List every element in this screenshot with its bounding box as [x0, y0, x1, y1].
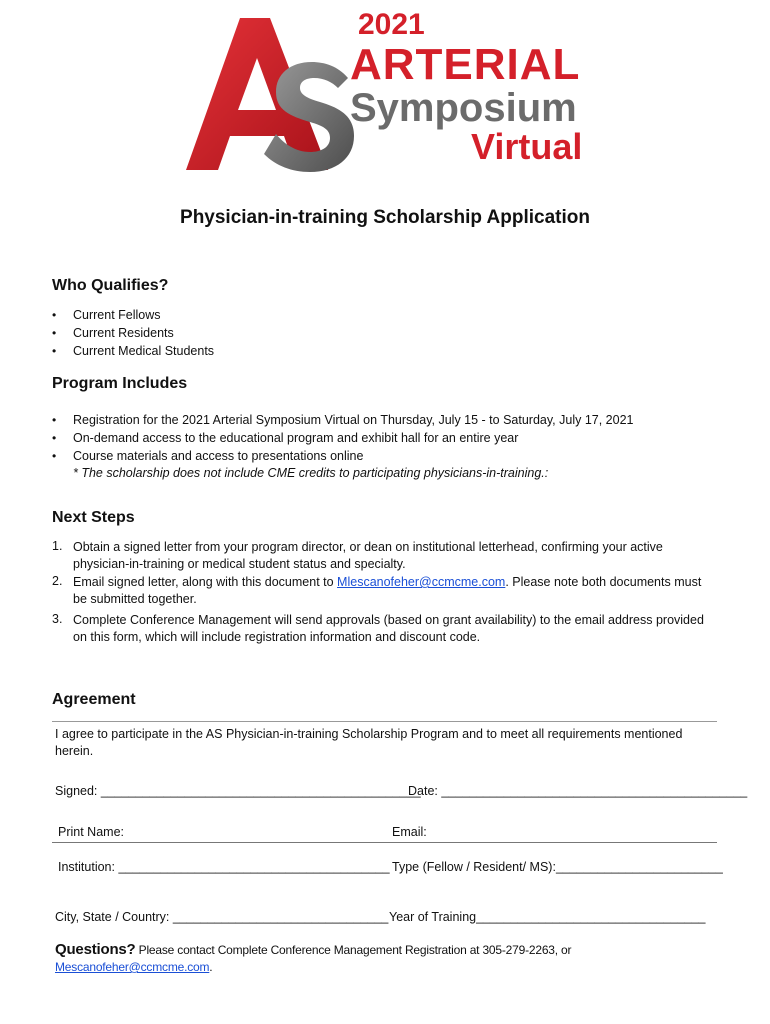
print-name-label: Print Name: — [58, 825, 124, 839]
year-field[interactable]: Year of Training_________________________________ — [389, 910, 706, 924]
questions-email-link[interactable]: Mescanofeher@ccmcme.com — [55, 960, 210, 974]
city-field[interactable]: City, State / Country: _______________________________ — [55, 910, 389, 924]
step-line: be submitted together. — [73, 592, 197, 606]
divider — [52, 721, 717, 722]
agreement-text: herein. — [55, 744, 94, 758]
page-title: Physician-in-training Scholarship Application — [180, 207, 590, 228]
list-item: Registration for the 2021 Arterial Symposium Virtual on Thursday, July 15 - to Saturday, July 17, 2021 — [73, 413, 634, 427]
step-number: 3. — [52, 612, 63, 626]
questions-label: Questions? — [55, 941, 136, 958]
agreement-heading: Agreement — [52, 691, 136, 708]
print-name-line[interactable] — [52, 842, 717, 843]
conference-logo — [178, 10, 598, 175]
as-logo-mark-icon — [178, 10, 358, 175]
agreement-text: I agree to participate in the AS Physician-in-training Scholarship Program and to meet all requirements mentioned — [55, 727, 683, 741]
step-line — [73, 574, 701, 592]
step-text: Email signed letter, along with this document to — [73, 575, 338, 589]
bullet-icon: • — [52, 308, 57, 322]
logo-virtual: Virtual — [471, 126, 583, 167]
questions-text: Please contact Complete Conference Management Registration at 305-279-2263, or — [135, 943, 572, 957]
signed-field[interactable]: Signed: ______________________________________________ — [55, 784, 421, 798]
questions-block — [55, 940, 571, 960]
program-heading: Program Includes — [52, 375, 188, 392]
qualifies-heading: Who Qualifies? — [52, 277, 169, 294]
institution-field[interactable]: Institution: _______________________________________ — [58, 860, 390, 874]
list-item: Current Residents — [73, 326, 174, 340]
bullet-icon: • — [52, 326, 57, 340]
logo-year: 2021 — [358, 8, 425, 41]
questions-period: . — [209, 960, 213, 974]
email-label: Email: — [392, 825, 427, 839]
questions-email-line — [55, 960, 212, 974]
date-field[interactable]: Date: ____________________________________________ — [408, 784, 748, 798]
step-number: 1. — [52, 539, 63, 553]
step-line: Obtain a signed letter from your program director, or dean on institutional letterhead, confirming your active — [73, 540, 663, 554]
step-text: . Please note both documents must — [505, 575, 702, 589]
email-link[interactable]: Mlescanofeher@ccmcme.com — [337, 575, 506, 589]
logo-arterial: ARTERIAL — [350, 40, 581, 89]
bullet-icon: • — [52, 413, 57, 427]
step-line: on this form, which will include registration information and discount code. — [73, 630, 481, 644]
list-item: On-demand access to the educational program and exhibit hall for an entire year — [73, 431, 519, 445]
program-note: * The scholarship does not include CME credits to participating physicians-in-training.: — [73, 466, 549, 480]
steps-heading: Next Steps — [52, 509, 135, 526]
bullet-icon: • — [52, 449, 57, 463]
list-item: Current Medical Students — [73, 344, 215, 358]
logo-symposium: Symposium — [350, 86, 577, 130]
list-item: Current Fellows — [73, 308, 161, 322]
bullet-icon: • — [52, 431, 57, 445]
list-item: Course materials and access to presentations online — [73, 449, 364, 463]
step-line: physician-in-training or medical student status and specialty. — [73, 557, 406, 571]
step-line: Complete Conference Management will send approvals (based on grant availability) to the email address provided — [73, 613, 704, 627]
bullet-icon: • — [52, 344, 57, 358]
type-field[interactable]: Type (Fellow / Resident/ MS):________________________ — [392, 860, 723, 874]
step-number: 2. — [52, 574, 63, 588]
